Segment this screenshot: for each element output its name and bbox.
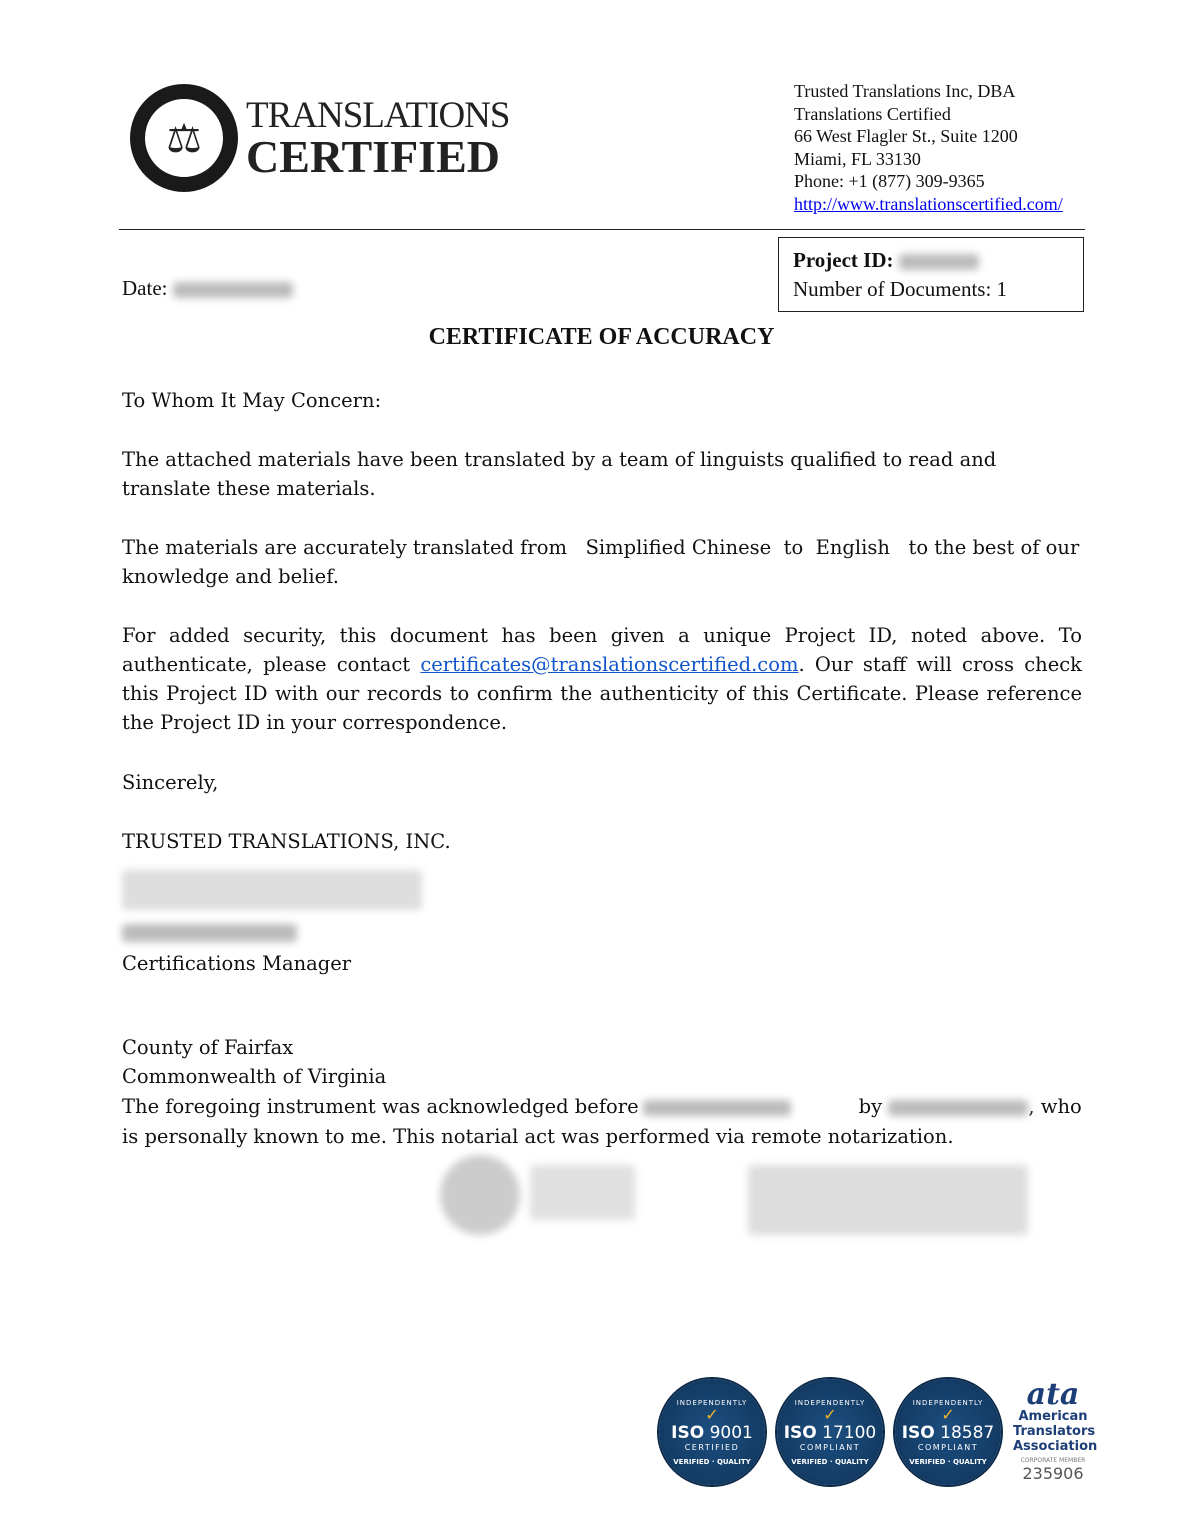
notary-state: Commonwealth of Virginia [122, 1065, 387, 1088]
redacted-notary-seal [440, 1155, 520, 1235]
badge-top: INDEPENDENTLY [676, 1398, 748, 1407]
badge-sub: COMPLIANT [799, 1442, 861, 1452]
ata-line: Translators [1013, 1424, 1096, 1439]
website-link[interactable]: http://www.translationscertified.com/ [794, 193, 1063, 214]
text: to [783, 536, 804, 559]
project-id-label: Project ID: [793, 248, 894, 272]
paragraph-3 [122, 621, 1082, 737]
redacted-notary-info [748, 1165, 1028, 1235]
date-label: Date: [122, 276, 168, 300]
badge-top: INDEPENDENTLY [912, 1398, 984, 1407]
address-line: 66 West Flagler St., Suite 1200 [794, 126, 1018, 146]
checkmark-icon: ✓ [941, 1404, 955, 1424]
checkmark-icon: ✓ [705, 1404, 719, 1424]
source-language: Simplified Chinese [585, 536, 772, 559]
redacted-signature [122, 870, 422, 910]
certification-badges [659, 1377, 1098, 1485]
paragraph-1: The attached materials have been translated by a team of linguists qualified to read and translate these materials. [122, 448, 997, 500]
badge-number: 9001 [709, 1422, 753, 1443]
badge-iso: ISO [901, 1422, 935, 1443]
phone: Phone: +1 (877) 309-9365 [794, 171, 985, 191]
ata-wordmark: ata [1026, 1377, 1080, 1412]
company-name: TRUSTED TRANSLATIONS, INC. [122, 830, 451, 853]
badge-iso: ISO [783, 1422, 817, 1443]
scales-seal-icon: ⚖ [130, 84, 238, 192]
badge-number: 17100 [822, 1422, 877, 1443]
checkmark-icon: ✓ [823, 1404, 837, 1424]
badge-sub: COMPLIANT [917, 1442, 979, 1452]
redacted-notary-stamp-text [530, 1165, 635, 1220]
redacted-notary-date [643, 1100, 791, 1116]
ata-line: American [1018, 1409, 1088, 1424]
company-address [794, 80, 1063, 215]
redacted-date [173, 282, 293, 298]
text: The materials are accurately translated from [122, 536, 567, 559]
ata-member-label: CORPORATE MEMBER [1020, 1457, 1086, 1464]
ata-line: Association [1013, 1439, 1098, 1454]
notary-statement [122, 1092, 1082, 1121]
closing: Sincerely, [122, 771, 219, 794]
iso-18587-badge [895, 1379, 1001, 1485]
document-title: CERTIFICATE OF ACCURACY [428, 324, 775, 350]
badge-number: 18587 [940, 1422, 995, 1443]
text: . Our staff will cross check this Project ID with our records to confirm the authenticity of this Certificate. Please reference the Project ID in your correspondence. [122, 653, 1082, 734]
text: The foregoing instrument was acknowledged before [122, 1095, 639, 1118]
text: by [858, 1095, 883, 1118]
notary-statement-2: is personally known to me. This notarial act was performed via remote notarization. [122, 1125, 954, 1148]
ata-member-number: 235906 [1022, 1464, 1084, 1483]
text: , who [1028, 1095, 1082, 1118]
address-line: Trusted Translations Inc, DBA [794, 81, 1016, 101]
badge-iso: ISO [671, 1422, 705, 1443]
address-line: Translations Certified [794, 103, 951, 124]
company-logo [130, 84, 509, 192]
email-link[interactable]: certificates@translationscertified.com [420, 653, 799, 676]
address-line: Miami, FL 33130 [794, 148, 921, 169]
target-language: English [815, 536, 890, 559]
notary-county: County of Fairfax [122, 1036, 294, 1059]
logo-line1: TRANSLATIONS [246, 94, 510, 136]
iso-17100-badge [777, 1379, 883, 1485]
date-line [122, 276, 293, 301]
badge-bottom: VERIFIED · QUALITY [791, 1457, 869, 1466]
logo-line2: CERTIFIED [246, 130, 500, 182]
salutation: To Whom It May Concern: [122, 389, 382, 412]
badge-top: INDEPENDENTLY [794, 1398, 866, 1407]
paragraph-2 [122, 533, 1082, 591]
signer-role: Certifications Manager [122, 952, 352, 975]
badge-sub: CERTIFIED [684, 1442, 740, 1452]
project-box [778, 237, 1084, 312]
redacted-notary-name [888, 1100, 1028, 1116]
badge-bottom: VERIFIED · QUALITY [673, 1457, 751, 1466]
text: For added security, this document has been given a unique Project ID, noted above. To authenticate, please contact [122, 624, 1082, 676]
redacted-project-id [899, 254, 979, 270]
docs-value: 1 [996, 277, 1008, 301]
docs-label: Number of Documents: [793, 277, 992, 301]
badge-bottom: VERIFIED · QUALITY [909, 1457, 987, 1466]
text: to the best of our knowledge and belief. [122, 536, 1080, 588]
header-divider [119, 229, 1085, 230]
redacted-signer-name [122, 924, 297, 942]
iso-9001-badge [659, 1379, 765, 1485]
ata-logo [1013, 1377, 1098, 1483]
